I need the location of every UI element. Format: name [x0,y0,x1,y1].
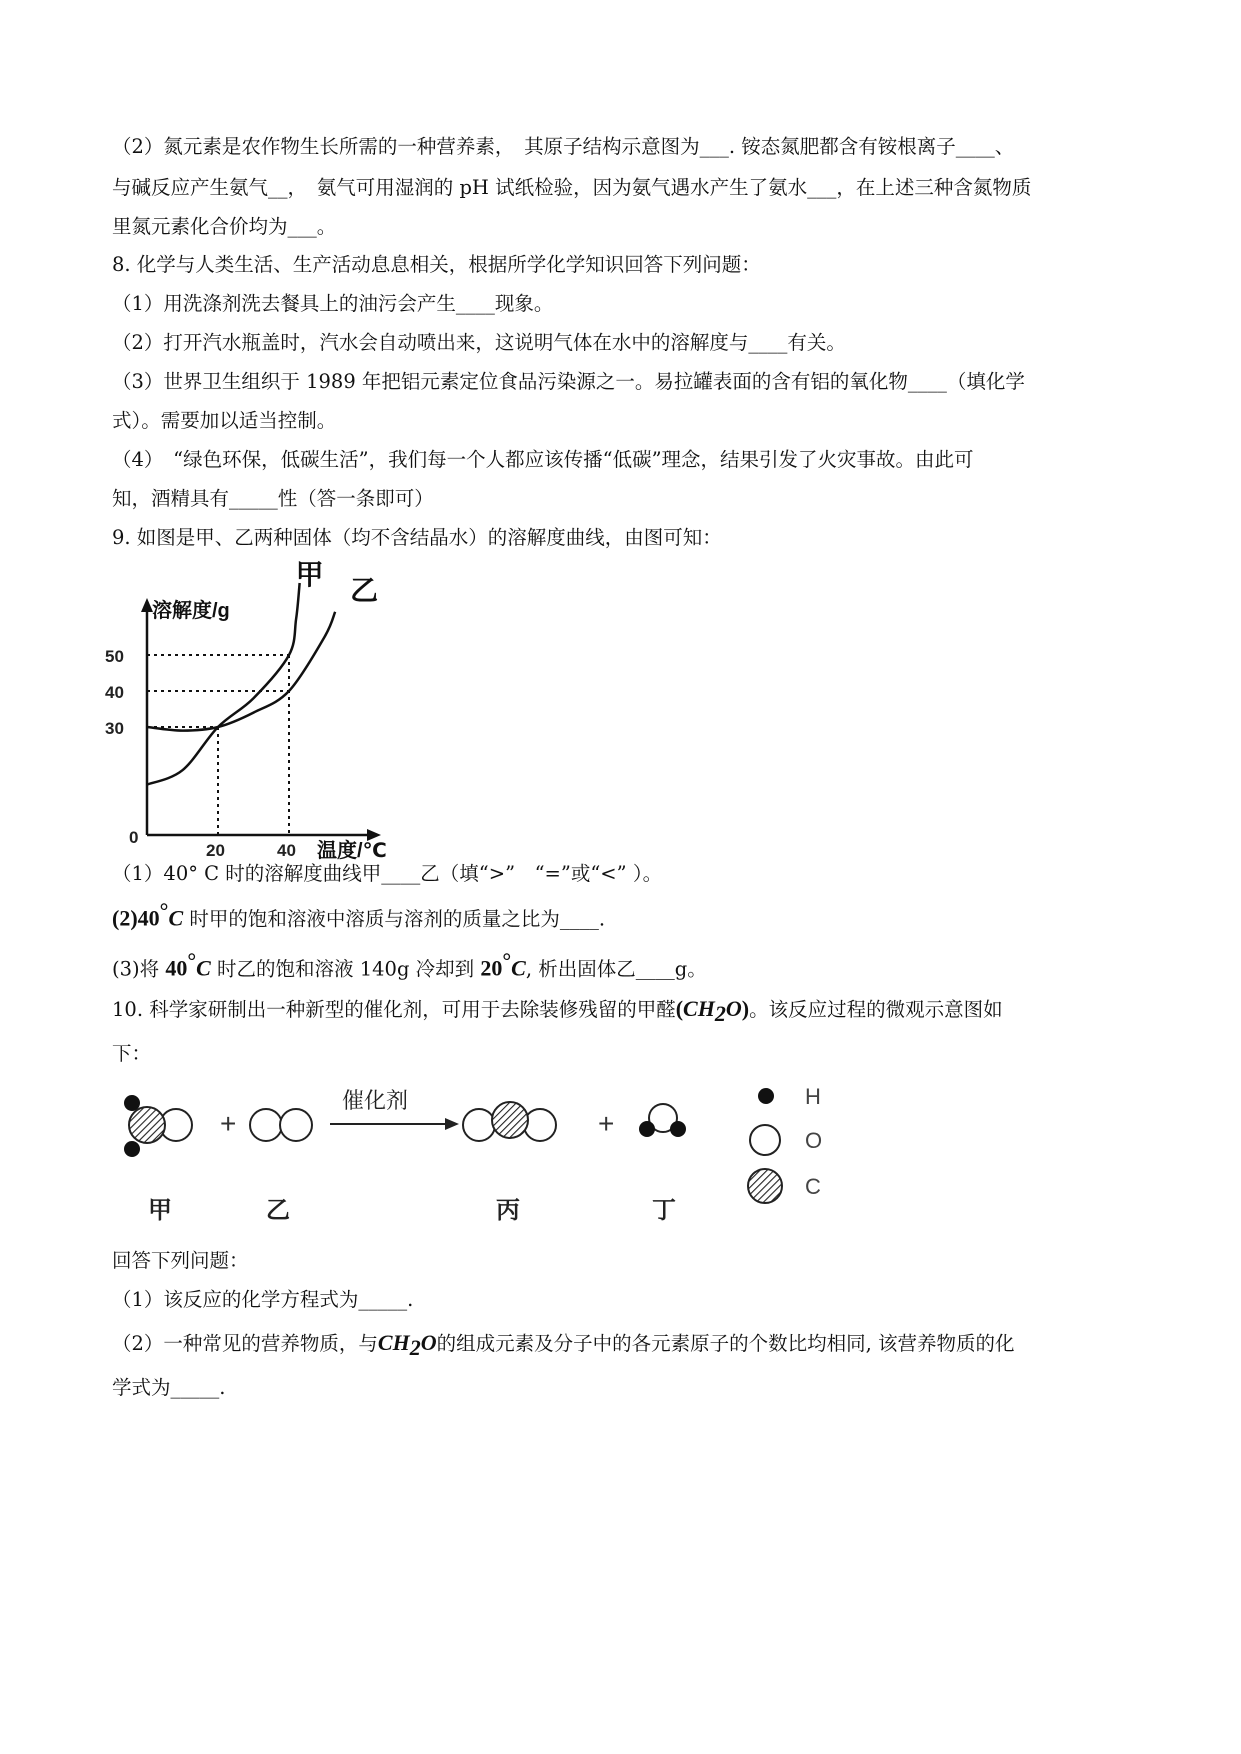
molecule-oxygen [250,1109,312,1141]
q10-s2-prefix: （2）一种常见的营养物质，与 [112,1332,378,1355]
label-ding: 丁 [652,1197,676,1224]
x-axis-label: 温度/℃ [317,840,387,862]
q10-subquestion-2-line1 [112,1330,1015,1361]
x-tick-label-20: 20 [206,841,225,860]
label-yi: 乙 [266,1197,290,1224]
q10-formula-sub: 2 [714,1000,726,1026]
molecule-carbon-dioxide [463,1102,556,1141]
origin-label: 0 [129,828,139,847]
y-tick-label-40: 40 [105,683,124,702]
q9-s2-unit: C [168,905,184,931]
plus-sign-2: + [598,1108,615,1139]
molecule-formaldehyde [124,1095,192,1157]
legend-h-label: H [805,1084,821,1109]
series-curve-yi [147,612,335,731]
q7-part2-line1: （2）氮元素是农作物生长所需的一种营养素， 其原子结构示意图为___. 铵态氮肥都含有铵根离子____、 [112,135,1015,158]
q8-subquestion-4-line1: （4） “绿色环保，低碳生活”，我们每一个人都应该传播“低碳”理念，结果引发了火灾事故。由此可 [112,448,974,471]
q8-subquestion-3-line1: （3）世界卫生组织于 1989 年把铝元素定位食品污染源之一。易拉罐表面的含有铝的氧化物____（填化学 [112,370,1025,393]
q10-formula-ch: CH [683,996,715,1021]
q10-subquestion-1: （1）该反应的化学方程式为_____. [112,1288,414,1311]
legend-o-label: O [805,1128,823,1153]
y-axis-label: 溶解度/g [152,600,230,622]
q9-s3-deg1: ° [187,948,197,973]
q7-part2-line2: 与碱反应产生氨气__， 氨气可用湿润的 pH 试纸检验，因为氨气遇水产生了氨水___，在上述三种含氮物质 [112,176,1032,199]
legend-h-icon [758,1088,774,1104]
q9-s3-temp2: 20 [480,955,503,981]
q8-subquestion-3-line2: 式）。需要加以适当控制。 [112,409,337,432]
y-tick-label-30: 30 [105,719,124,738]
q9-s3-unit1: C [196,955,211,981]
series-label-yi: 乙 [350,575,379,606]
q9-s3-prefix: (3)将 [112,957,166,981]
label-bing: 丙 [496,1197,520,1224]
x-tick-label-40: 40 [277,841,296,860]
q9-s2-temp: 40 [137,905,160,931]
q9-s3-temp1: 40 [165,955,188,981]
q9-s2-deg: ° [159,898,169,923]
q9-s3-deg2: ° [502,948,512,973]
q9-stem: 9. 如图是甲、乙两种固体（均不含结晶水）的溶解度曲线，由图可知： [112,526,722,549]
q8-subquestion-4-line2: 知，酒精具有_____性（答一条即可） [112,487,434,510]
q10-s2-formula-o: O [420,1330,437,1355]
reaction-arrow [330,1118,459,1130]
q10-subquestion-2-line2: 学式为_____. [112,1376,226,1399]
legend-c-icon [748,1169,782,1203]
reaction-diagram [110,1070,940,1240]
q10-stem-prefix: 10. 科学家研制出一种新型的催化剂，可用于去除装修残留的甲醛 [112,998,676,1021]
q9-s2-prefix: (2) [112,905,138,931]
q10-stem-suffix: 。该反应过程的微观示意图如 [749,998,1003,1021]
q10-answer-intro: 回答下列问题： [112,1249,249,1272]
legend-o-icon [750,1125,780,1155]
solubility-chart [100,559,520,862]
catalyst-label: 催化剂 [342,1088,409,1113]
q9-subquestion-2 [112,898,605,933]
q8-stem: 8. 化学与人类生活、生产活动息息相关，根据所学化学知识回答下列问题： [112,253,761,276]
q9-s3-mid: 时乙的饱和溶液 140g 冷却到 [210,957,481,981]
q10-s2-formula-ch: CH [377,1330,410,1355]
q9-subquestion-3 [112,948,707,983]
q9-s3-rest: , 析出固体乙____g。 [525,957,707,981]
atom-legend [748,1084,822,1203]
q8-subquestion-1: （1）用洗涤剂洗去餐具上的油污会产生____现象。 [112,292,554,315]
q10-s2-formula-sub: 2 [409,1334,421,1360]
plus-sign-1: + [220,1108,237,1139]
molecule-water [639,1104,686,1137]
q10-formula-o: O [725,996,742,1021]
q8-subquestion-2: （2）打开汽水瓶盖时，汽水会自动喷出来，这说明气体在水中的溶解度与____有关。 [112,331,846,354]
q9-s2-rest: 时甲的饱和溶液中溶质与溶剂的质量之比为____. [183,907,606,931]
q9-subquestion-1: （1）40° C 时的溶解度曲线甲____乙（填“>” “=”或“<” ）。 [112,862,663,885]
q7-part2-line3: 里氮元素化合价均为___。 [112,215,337,238]
label-jia: 甲 [148,1197,172,1224]
series-label-jia: 甲 [295,559,324,590]
q10-stem-line2: 下： [112,1042,152,1065]
q9-s3-unit2: C [511,955,526,981]
q10-stem-line1: 10. 科学家研制出一种新型的催化剂，可用于去除装修残留的甲醛$(CH_2O)$。该反应过程的微观示意图如 [112,996,1003,1026]
q10-s2-suffix: 的组成元素及分子中的各元素原子的个数比均相同, 该营养物质的化 [436,1332,1015,1355]
y-tick-label-50: 50 [105,647,124,666]
legend-c-label: C [805,1174,821,1199]
